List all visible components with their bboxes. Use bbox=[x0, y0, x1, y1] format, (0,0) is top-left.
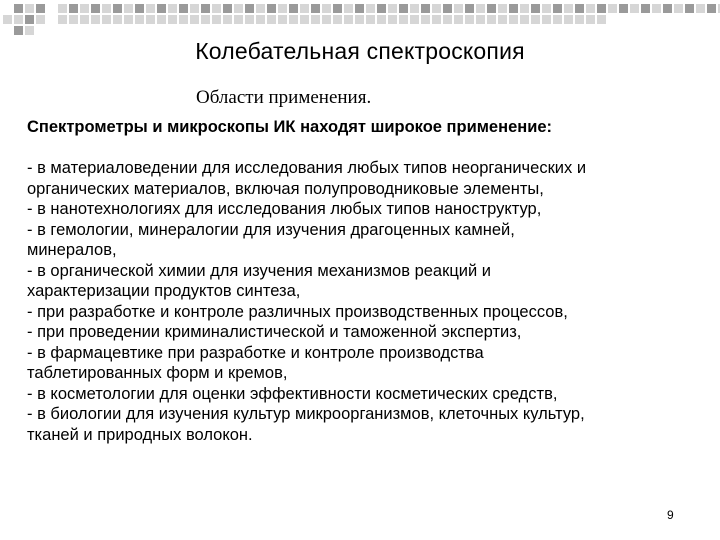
list-line: - в органической химии для изучения механизмов реакций и bbox=[27, 261, 492, 280]
list-line: - в биологии для изучения культур микроорганизмов, клеточных культур, bbox=[27, 405, 585, 423]
list-line: тканей и природных волокон. bbox=[27, 425, 253, 444]
list-line: - в косметологии для оценки эффективности косметических средств, bbox=[27, 384, 558, 403]
slide-title: Колебательная спектроскопия bbox=[195, 38, 525, 64]
list-line: - при разработке и контроле различных производственных процессов, bbox=[27, 302, 568, 321]
section-heading: Спектрометры и микроскопы ИК находят широкое применение: bbox=[27, 118, 553, 136]
list-line: характеризации продуктов синтеза, bbox=[27, 282, 301, 300]
list-line: - в материаловедении для исследования любых типов неорганических и bbox=[27, 159, 587, 177]
application-list bbox=[27, 158, 697, 445]
list-line: органических материалов, включая полупроводниковые элементы, bbox=[27, 179, 544, 198]
list-line: - в нанотехнологиях для исследования любых типов наноструктур, bbox=[27, 200, 542, 218]
list-line: минералов, bbox=[27, 241, 117, 259]
list-line: - при проведении криминалистической и таможенной экспертиз, bbox=[27, 323, 522, 341]
list-line: - в гемологии, минералогии для изучения драгоценных камней, bbox=[27, 220, 515, 239]
slide-subtitle: Области применения. bbox=[196, 87, 372, 108]
list-line: таблетированных форм и кремов, bbox=[27, 364, 288, 382]
page-number: 9 bbox=[667, 508, 674, 522]
list-line: - в фармацевтике при разработке и контроле производства bbox=[27, 343, 484, 362]
